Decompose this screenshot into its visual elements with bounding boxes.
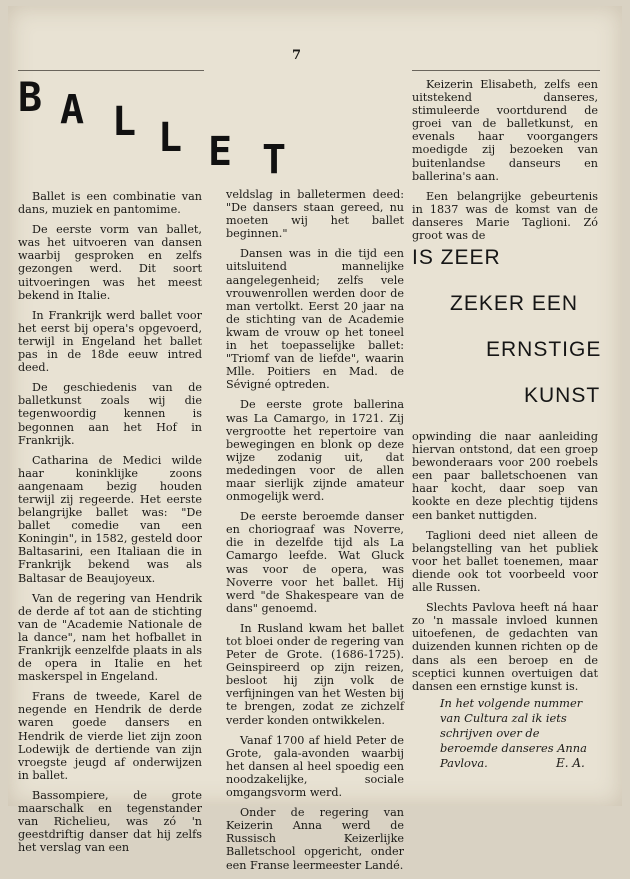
paragraph: In Frankrijk werd ballet voor het eerst bij opera's opgevoerd, terwijl in Engeland het ballet pas in de 18de eeuw intred deed. — [18, 308, 202, 375]
title-letter: T — [262, 137, 287, 183]
paragraph: De geschiedenis van de balletkunst zoals wij die tegenwoordig kennen is begonnen aan het Hof in Frankrijk. — [18, 381, 202, 447]
pull-quote-line: IS ZEER — [412, 246, 501, 269]
paragraph: Taglioni deed niet alleen de belangstelling van het publiek voor het ballet toenemen, maar diende ook tot voorbeeld voor alle Russen. — [412, 528, 598, 595]
title-letter: A — [60, 87, 85, 133]
paragraph: Van de regering van Hendrik de derde af tot aan de stichting van de "Academie Nationale de la dance", nam het hofballet in Frankrijk eenzelfde plaats in als de opera in Italie en het maskerspel in Engeland. — [18, 591, 202, 684]
column-1 — [18, 190, 202, 861]
paragraph: Vanaf 1700 af hield Peter de Grote, gala-avonden waarbij het dansen al heel spoedig een noodzakelijke, sociale omgangsvorm werd. — [226, 733, 404, 800]
title-letter: E — [208, 129, 233, 175]
paragraph: Ballet is een combinatie van dans, muziek en pantomime. — [18, 190, 202, 217]
header-rule-left — [18, 70, 204, 71]
title-letter: B — [18, 75, 43, 121]
paragraph: De eerste vorm van ballet, was het uitvoeren van dansen waarbij gesproken en zelfs gezongen werd. Dit soort uitvoeringen was het meest bekend in Italie. — [18, 223, 202, 302]
pull-quote-line: ERNSTIGE — [486, 338, 602, 361]
author-initials: E. A. — [556, 756, 585, 770]
title-letter: L — [158, 115, 183, 161]
pull-quote-line: ZEKER EEN — [450, 292, 579, 315]
paragraph: Bassompiere, de grote maarschalk en tegenstander van Richelieu, was zó 'n geestdriftig danser dat hij zelfs het verslag van een — [18, 788, 202, 855]
paragraph: Keizerin Elisabeth, zelfs een uitstekend danseres, stimuleerde voortdurend de groei van de balletkunst, en evenals haar voorgangers moedigde zij bezoeken van buitenlandse danseurs en ballerina's aan. — [412, 78, 598, 183]
paragraph: De eerste beroemde danser en choriograaf was Noverre, die in dezelfde tijd als La Camargo leefde. Wat Gluck was voor de opera, was Noverre voor het ballet. Hij werd "de Shakespeare van de dans" genoemd. — [226, 510, 404, 615]
paragraph: Catharina de Medici wilde haar koninklijke zoons aangenaam bezig houden terwijl zij regeerde. Het eerste belangrijke ballet was: "De ballet comedie van een Koningin", in 1582, gesteld door Baltasarini, een Italiaan die in Frankrijk bekend was als Baltasar de Beaujoyeux. — [18, 453, 202, 585]
magazine-page — [8, 6, 622, 872]
paragraph: veldslag in balletermen deed: "De dansers staan gereed, nu moeten wij het ballet beginnen." — [226, 188, 404, 241]
next-issue-note: In het volgende nummer van Cultura zal ik iets schrijven over de beroemde danseres Anna Pavlova. — [440, 696, 587, 770]
column-3-bottom — [412, 430, 598, 700]
paragraph: opwinding die naar aanleiding hiervan ontstond, dat een groep bewonderaars voor 200 roebels een paar balletschoenen van haar kocht, daar soep van kookte en deze plechtig tijdens een banket nuttigden. — [412, 430, 598, 522]
title-letter: L — [112, 99, 137, 145]
paragraph: Dansen was in die tijd een uitsluitend mannelijke aangelegenheid; zelfs vele vrouwenrollen werden door de man vertolkt. Eerst 20 jaar na de stichting van de Academie kwam de vrouw op het toneel in het toepasselijke ballet: "Triomf van de liefde", waarin Mlle. Poitiers en Mad. de Sévigné optreden. — [226, 247, 404, 392]
header-rule-right — [412, 70, 600, 71]
paragraph: In Rusland kwam het ballet tot bloei onder de regering van Peter de Grote. (1686-1725). Geinspireerd op zijn reizen, besloot hij zijn volk de verfijningen van het Westen bij te brengen, zodat ze zichzelf verder konden ontwikkelen. — [226, 621, 404, 727]
column-3-top — [412, 78, 598, 249]
paragraph: Slechts Pavlova heeft ná haar zo 'n massale invloed kunnen uitoefenen, de gedachten van duizenden kunnen richten op de dans als een beroep en de sceptici kunnen overtuigen dat dansen een ernstige kunst is. — [412, 601, 598, 693]
column-2 — [226, 188, 404, 879]
paragraph: Een belangrijke gebeurtenis in 1837 was de komst van de danseres Marie Taglioni. Zó groot was de — [412, 189, 598, 243]
paragraph: Onder de regering van Keizerin Anna werd de Russisch Keizerlijke Balletschool opgericht, onder een Franse leermeester Landé. — [226, 806, 404, 872]
paragraph: De eerste grote ballerina was La Camargo, in 1721. Zij vergrootte het repertoire van bewegingen en blonk op deze wijze zodanig uit, dat mededingen voor de allen maar sierlijk zijnde amateur onmogelijk werd. — [226, 398, 404, 504]
pull-quote-line: KUNST — [524, 384, 601, 407]
paragraph: Frans de tweede, Karel de negende en Hendrik de derde waren goede dansers en Hendrik de vierde liet zijn zoon Lodewijk de dertiende van zijn vroegste jeugd af onderwijzen in ballet. — [18, 690, 202, 782]
page-number: 7 — [292, 48, 302, 63]
